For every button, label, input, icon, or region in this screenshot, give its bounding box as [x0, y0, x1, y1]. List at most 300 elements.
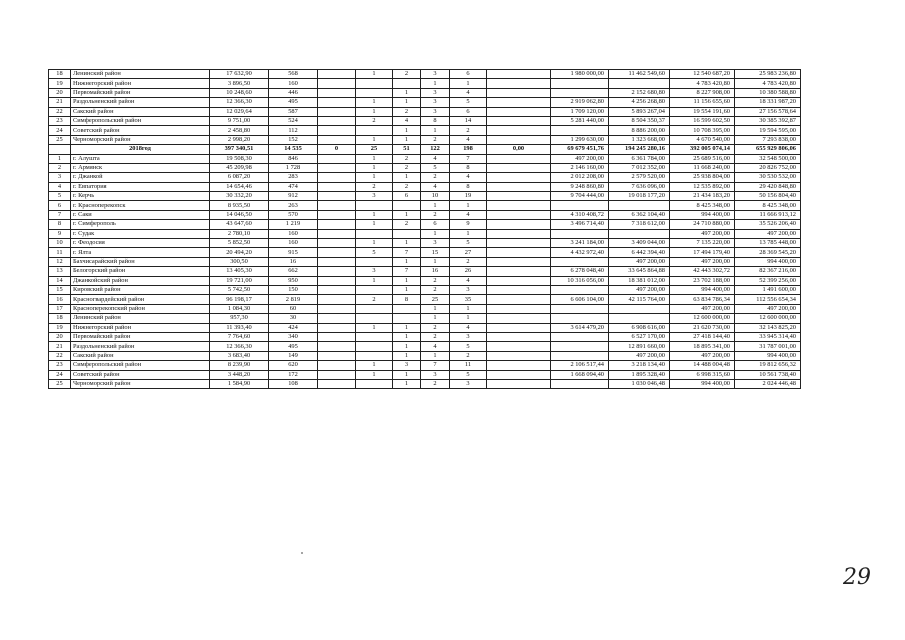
table-cell: 4 256 268,80	[609, 98, 670, 107]
table-cell: 51	[393, 145, 421, 154]
table-row	[49, 285, 801, 294]
table-cell	[551, 201, 609, 210]
table-cell: 4	[450, 88, 487, 97]
table-cell: 497 200,00	[609, 257, 670, 266]
table-cell: 12 029,64	[210, 107, 269, 116]
table-cell: 10 561 738,40	[735, 370, 801, 379]
table-cell	[487, 379, 551, 388]
table-cell: 28 369 545,20	[735, 248, 801, 257]
table-cell	[318, 332, 356, 341]
table-cell	[551, 79, 609, 88]
table-cell: 0,00	[487, 145, 551, 154]
table-cell: 1 709 120,00	[551, 107, 609, 116]
table-cell	[487, 107, 551, 116]
table-cell: 3 614 479,20	[551, 323, 609, 332]
table-cell: 7	[393, 267, 421, 276]
table-cell: 994 400,00	[735, 351, 801, 360]
table-cell: 1	[393, 285, 421, 294]
table-cell: г. Феодосия	[71, 239, 210, 248]
table-cell	[393, 314, 421, 323]
table-cell	[551, 342, 609, 351]
table-cell: 18	[49, 70, 71, 79]
table-cell: 1	[393, 351, 421, 360]
table-cell: 25 938 804,00	[670, 173, 735, 182]
table-cell: 495	[269, 98, 318, 107]
table-cell: 1	[393, 88, 421, 97]
table-cell: 6 606 104,00	[551, 295, 609, 304]
table-cell: 3 218 134,40	[609, 361, 670, 370]
table-cell: 3	[450, 285, 487, 294]
table-cell: 12 600 000,00	[735, 314, 801, 323]
table-cell	[318, 248, 356, 257]
table-cell: 1	[393, 332, 421, 341]
table-cell: 1	[393, 323, 421, 332]
table-cell	[393, 79, 421, 88]
table-cell: 497 200,00	[670, 304, 735, 313]
table-row	[49, 107, 801, 116]
table-cell: 1	[421, 257, 450, 266]
table-cell: 7	[450, 154, 487, 163]
table-cell: 15	[421, 248, 450, 257]
table-cell: 4	[393, 116, 421, 125]
table-cell: 1	[450, 314, 487, 323]
table-cell: 474	[269, 182, 318, 191]
table-cell: Советский район	[71, 370, 210, 379]
table-cell: 1	[356, 98, 393, 107]
table-row	[49, 210, 801, 219]
table-cell	[487, 342, 551, 351]
table-cell	[356, 314, 393, 323]
table-cell: 4	[450, 276, 487, 285]
table-cell: 12 891 660,00	[609, 342, 670, 351]
table-cell: 2	[421, 276, 450, 285]
table-row	[49, 70, 801, 79]
table-cell: г. Красноперекопск	[71, 201, 210, 210]
table-cell	[318, 239, 356, 248]
table-cell	[318, 295, 356, 304]
table-cell	[318, 342, 356, 351]
table-cell: Симферопольский район	[71, 116, 210, 125]
table-cell: 6 362 104,40	[609, 210, 670, 219]
table-cell: 3	[421, 70, 450, 79]
table-cell: 30	[269, 314, 318, 323]
table-cell: 8	[49, 220, 71, 229]
table-cell: 6 087,20	[210, 173, 269, 182]
table-cell: Белогорский район	[71, 267, 210, 276]
table-cell: 19 812 656,32	[735, 361, 801, 370]
table-row	[49, 79, 801, 88]
table-cell: 2	[393, 154, 421, 163]
table-cell: 3	[421, 239, 450, 248]
table-cell: 30 385 392,87	[735, 116, 801, 125]
table-cell: 33 945 314,40	[735, 332, 801, 341]
table-cell	[487, 154, 551, 163]
table-cell: 846	[269, 154, 318, 163]
table-cell	[318, 163, 356, 172]
table-cell: 4	[450, 135, 487, 144]
table-cell: 2 919 062,80	[551, 98, 609, 107]
table-cell: 1 491 600,00	[735, 285, 801, 294]
table-cell: 18 895 341,00	[670, 342, 735, 351]
table-cell: 10 380 588,80	[735, 88, 801, 97]
table-cell: 16	[269, 257, 318, 266]
table-cell: 16 599 602,50	[670, 116, 735, 125]
table-cell: 2	[393, 182, 421, 191]
table-cell: 8 425 348,00	[735, 201, 801, 210]
table-cell: 11 393,40	[210, 323, 269, 332]
table-cell: 497 200,00	[670, 351, 735, 360]
table-cell: 397 340,51	[210, 145, 269, 154]
table-cell: 1	[356, 323, 393, 332]
table-cell: 1	[450, 79, 487, 88]
table-cell: 1	[49, 154, 71, 163]
table-cell: 21	[49, 98, 71, 107]
table-cell	[49, 145, 71, 154]
table-cell	[487, 88, 551, 97]
table-cell: 7 318 612,00	[609, 220, 670, 229]
table-row	[49, 98, 801, 107]
table-row	[49, 248, 801, 257]
table-cell	[356, 304, 393, 313]
table-cell: 10 708 395,00	[670, 126, 735, 135]
table-cell	[487, 182, 551, 191]
table-cell: г. Саки	[71, 210, 210, 219]
table-cell: 2	[421, 135, 450, 144]
table-row	[49, 323, 801, 332]
table-cell: 3 683,40	[210, 351, 269, 360]
table-cell: 5	[450, 98, 487, 107]
table-cell: 35 526 206,40	[735, 220, 801, 229]
table-cell: 5 852,50	[210, 239, 269, 248]
table-cell: 263	[269, 201, 318, 210]
table-cell: 21	[49, 342, 71, 351]
table-row	[49, 88, 801, 97]
table-cell: 9 751,00	[210, 116, 269, 125]
table-cell: 957,30	[210, 314, 269, 323]
table-cell	[551, 314, 609, 323]
table-cell: г. Симферополь	[71, 220, 210, 229]
table-cell	[318, 201, 356, 210]
table-cell: 587	[269, 107, 318, 116]
table-cell: 32 548 500,00	[735, 154, 801, 163]
table-cell: 19 018 177,20	[609, 192, 670, 201]
table-cell: 19 594 595,00	[735, 126, 801, 135]
table-cell: 12 540 687,20	[670, 70, 735, 79]
table-cell: 6	[450, 70, 487, 79]
table-cell: 4	[421, 154, 450, 163]
table-cell: 2 819	[269, 295, 318, 304]
table-cell: 4	[450, 323, 487, 332]
table-cell: 1 728	[269, 163, 318, 172]
table-cell	[551, 285, 609, 294]
table-cell: 1	[356, 154, 393, 163]
table-cell: Нижнегорский район	[71, 323, 210, 332]
table-cell: 19	[49, 323, 71, 332]
table-cell: 35	[450, 295, 487, 304]
table-cell	[318, 173, 356, 182]
table-cell: 50 156 804,40	[735, 192, 801, 201]
table-cell	[609, 229, 670, 238]
table-cell: 13	[49, 267, 71, 276]
table-cell: 1	[393, 257, 421, 266]
table-cell: 22	[49, 107, 71, 116]
table-cell	[318, 276, 356, 285]
table-cell: 1	[356, 173, 393, 182]
table-cell: 60	[269, 304, 318, 313]
table-cell: 3 241 184,00	[551, 239, 609, 248]
table-cell: 1 980 000,00	[551, 70, 609, 79]
table-cell: 1	[393, 379, 421, 388]
table-cell: Раздольненский район	[71, 98, 210, 107]
table-cell	[487, 210, 551, 219]
table-cell: 69 679 451,76	[551, 145, 609, 154]
table-cell: 1	[356, 361, 393, 370]
table-cell: 2 780,10	[210, 229, 269, 238]
table-cell: 14	[49, 276, 71, 285]
table-cell: 1	[450, 304, 487, 313]
table-cell: 22	[49, 351, 71, 360]
table-cell: 7 636 096,00	[609, 182, 670, 191]
table-cell: 4	[421, 182, 450, 191]
table-cell: 6	[393, 192, 421, 201]
table-cell	[356, 201, 393, 210]
table-cell	[393, 304, 421, 313]
table-cell: 7	[421, 361, 450, 370]
table-cell: 160	[269, 229, 318, 238]
table-cell: 24	[49, 370, 71, 379]
table-cell: 950	[269, 276, 318, 285]
table-cell: 2 012 208,00	[551, 173, 609, 182]
table-cell	[318, 126, 356, 135]
table-cell: 2	[49, 163, 71, 172]
table-cell: 12 366,30	[210, 98, 269, 107]
table-cell: 1	[393, 370, 421, 379]
table-cell: 5	[421, 163, 450, 172]
table-cell	[487, 116, 551, 125]
table-cell	[487, 314, 551, 323]
table-cell	[318, 370, 356, 379]
table-cell: 497 200,00	[609, 351, 670, 360]
table-cell: 3 896,50	[210, 79, 269, 88]
table-cell: 45 209,98	[210, 163, 269, 172]
table-cell: 1	[356, 210, 393, 219]
table-cell: 1	[356, 220, 393, 229]
table-cell: 4 783 420,80	[735, 79, 801, 88]
table-cell: Нижнегорский район	[71, 79, 210, 88]
table-cell: 15	[49, 285, 71, 294]
table-cell: 20	[49, 332, 71, 341]
table-cell: 1	[356, 276, 393, 285]
table-cell: 14	[450, 116, 487, 125]
table-cell: 96 198,17	[210, 295, 269, 304]
table-cell: 198	[450, 145, 487, 154]
table-cell: 27 156 578,64	[735, 107, 801, 116]
table-cell: 424	[269, 323, 318, 332]
table-cell	[487, 267, 551, 276]
table-cell: 43 647,60	[210, 220, 269, 229]
table-cell: 300,50	[210, 257, 269, 266]
table-cell: 11 156 655,60	[670, 98, 735, 107]
table-cell: Сакский район	[71, 107, 210, 116]
table-cell: 1 084,30	[210, 304, 269, 313]
table-cell	[318, 79, 356, 88]
table-cell: 24	[49, 126, 71, 135]
table-cell: 6 527 170,00	[609, 332, 670, 341]
table-cell	[487, 126, 551, 135]
table-cell	[487, 295, 551, 304]
table-cell: 122	[421, 145, 450, 154]
table-cell: 3	[421, 88, 450, 97]
table-row	[49, 201, 801, 210]
table-cell: 26	[450, 267, 487, 276]
table-cell: 6 361 784,00	[609, 154, 670, 163]
table-cell: 994 400,00	[670, 210, 735, 219]
table-cell: 152	[269, 135, 318, 144]
table-cell: 1	[421, 304, 450, 313]
table-cell: г. Судак	[71, 229, 210, 238]
table-cell	[356, 351, 393, 360]
table-cell: 3	[450, 379, 487, 388]
table-cell: 1 219	[269, 220, 318, 229]
table-cell	[356, 332, 393, 341]
table-cell: 6	[450, 107, 487, 116]
table-cell: 1	[393, 210, 421, 219]
table-cell: 3	[356, 267, 393, 276]
table-row	[49, 173, 801, 182]
table-cell: 82 367 216,00	[735, 267, 801, 276]
table-cell: 1	[421, 229, 450, 238]
table-cell: 2 152 680,80	[609, 88, 670, 97]
table-cell: 21 620 730,00	[670, 323, 735, 332]
table-cell: 25	[49, 379, 71, 388]
table-cell: 42 443 302,72	[670, 267, 735, 276]
table-cell: 19 508,30	[210, 154, 269, 163]
table-cell: Бахчисарайский район	[71, 257, 210, 266]
table-cell: 1 584,90	[210, 379, 269, 388]
table-cell: 655 929 806,06	[735, 145, 801, 154]
table-cell: 1	[393, 135, 421, 144]
table-cell: 12 600 000,00	[670, 314, 735, 323]
table-cell: 4	[450, 210, 487, 219]
table-cell	[356, 342, 393, 351]
table-cell	[487, 192, 551, 201]
table-cell	[318, 379, 356, 388]
table-cell: 1	[393, 342, 421, 351]
table-row	[49, 257, 801, 266]
table-cell: 1	[393, 98, 421, 107]
table-cell: 30 530 532,00	[735, 173, 801, 182]
table-cell: 4	[49, 182, 71, 191]
table-cell: 25 689 516,00	[670, 154, 735, 163]
table-cell: Раздольненский район	[71, 342, 210, 351]
table-cell: 1	[421, 79, 450, 88]
table-cell	[318, 267, 356, 276]
table-cell	[318, 70, 356, 79]
table-cell	[609, 79, 670, 88]
table-cell: 7 764,60	[210, 332, 269, 341]
table-cell	[609, 201, 670, 210]
table-cell: 9 704 444,00	[551, 192, 609, 201]
table-cell: 1	[356, 107, 393, 116]
table-cell: 4 670 540,00	[670, 135, 735, 144]
table-cell	[487, 276, 551, 285]
table-cell: 497 200,00	[670, 229, 735, 238]
table-cell: 2	[393, 107, 421, 116]
table-cell: 5 281 440,00	[551, 116, 609, 125]
table-cell: 3	[49, 173, 71, 182]
table-cell: 19 721,00	[210, 276, 269, 285]
table-cell: 8 227 908,00	[670, 88, 735, 97]
table-cell: 4	[450, 173, 487, 182]
table-cell	[318, 361, 356, 370]
table-cell: 10 316 056,00	[551, 276, 609, 285]
table-cell	[487, 201, 551, 210]
table-cell: 112 556 654,34	[735, 295, 801, 304]
table-cell: 446	[269, 88, 318, 97]
table-cell	[551, 379, 609, 388]
table-cell	[393, 229, 421, 238]
table-cell: Сакский район	[71, 351, 210, 360]
table-cell	[487, 79, 551, 88]
table-cell: 8	[450, 182, 487, 191]
table-cell: г. Керчь	[71, 192, 210, 201]
table-cell: 14 654,46	[210, 182, 269, 191]
table-cell: 495	[269, 342, 318, 351]
table-cell: 3	[450, 332, 487, 341]
table-cell	[551, 126, 609, 135]
table-row	[49, 304, 801, 313]
table-cell: 17 494 179,40	[670, 248, 735, 257]
table-cell	[356, 79, 393, 88]
table-cell: 994 400,00	[670, 379, 735, 388]
table-cell: Кировский район	[71, 285, 210, 294]
table-row	[49, 314, 801, 323]
table-cell: 17 632,90	[210, 70, 269, 79]
table-cell: 620	[269, 361, 318, 370]
table-cell	[487, 70, 551, 79]
table-cell	[356, 126, 393, 135]
table-cell: 1	[393, 239, 421, 248]
table-cell	[487, 135, 551, 144]
table-cell: 5 742,50	[210, 285, 269, 294]
table-cell: 19	[49, 79, 71, 88]
table-cell	[487, 229, 551, 238]
table-cell: 32 143 825,20	[735, 323, 801, 332]
table-cell: 13 405,30	[210, 267, 269, 276]
table-cell: 497 200,00	[735, 304, 801, 313]
table-cell: 16	[421, 267, 450, 276]
table-cell: 10	[421, 192, 450, 201]
table-cell: 21 434 183,20	[670, 192, 735, 201]
table-cell: 2	[393, 220, 421, 229]
table-cell: 11	[450, 361, 487, 370]
table-cell: 283	[269, 173, 318, 182]
table-cell: 11 462 549,60	[609, 70, 670, 79]
table-row	[49, 351, 801, 360]
table-cell: 5	[450, 342, 487, 351]
table-cell: 8 239,90	[210, 361, 269, 370]
data-table	[48, 69, 801, 389]
table-cell: 6 278 048,40	[551, 267, 609, 276]
table-cell	[551, 304, 609, 313]
table-cell: 160	[269, 239, 318, 248]
table-cell: 18 331 987,20	[735, 98, 801, 107]
table-cell	[318, 154, 356, 163]
table-cell: г. Алушта	[71, 154, 210, 163]
table-cell	[487, 361, 551, 370]
table-cell: Джанкойский район	[71, 276, 210, 285]
table-cell	[487, 304, 551, 313]
